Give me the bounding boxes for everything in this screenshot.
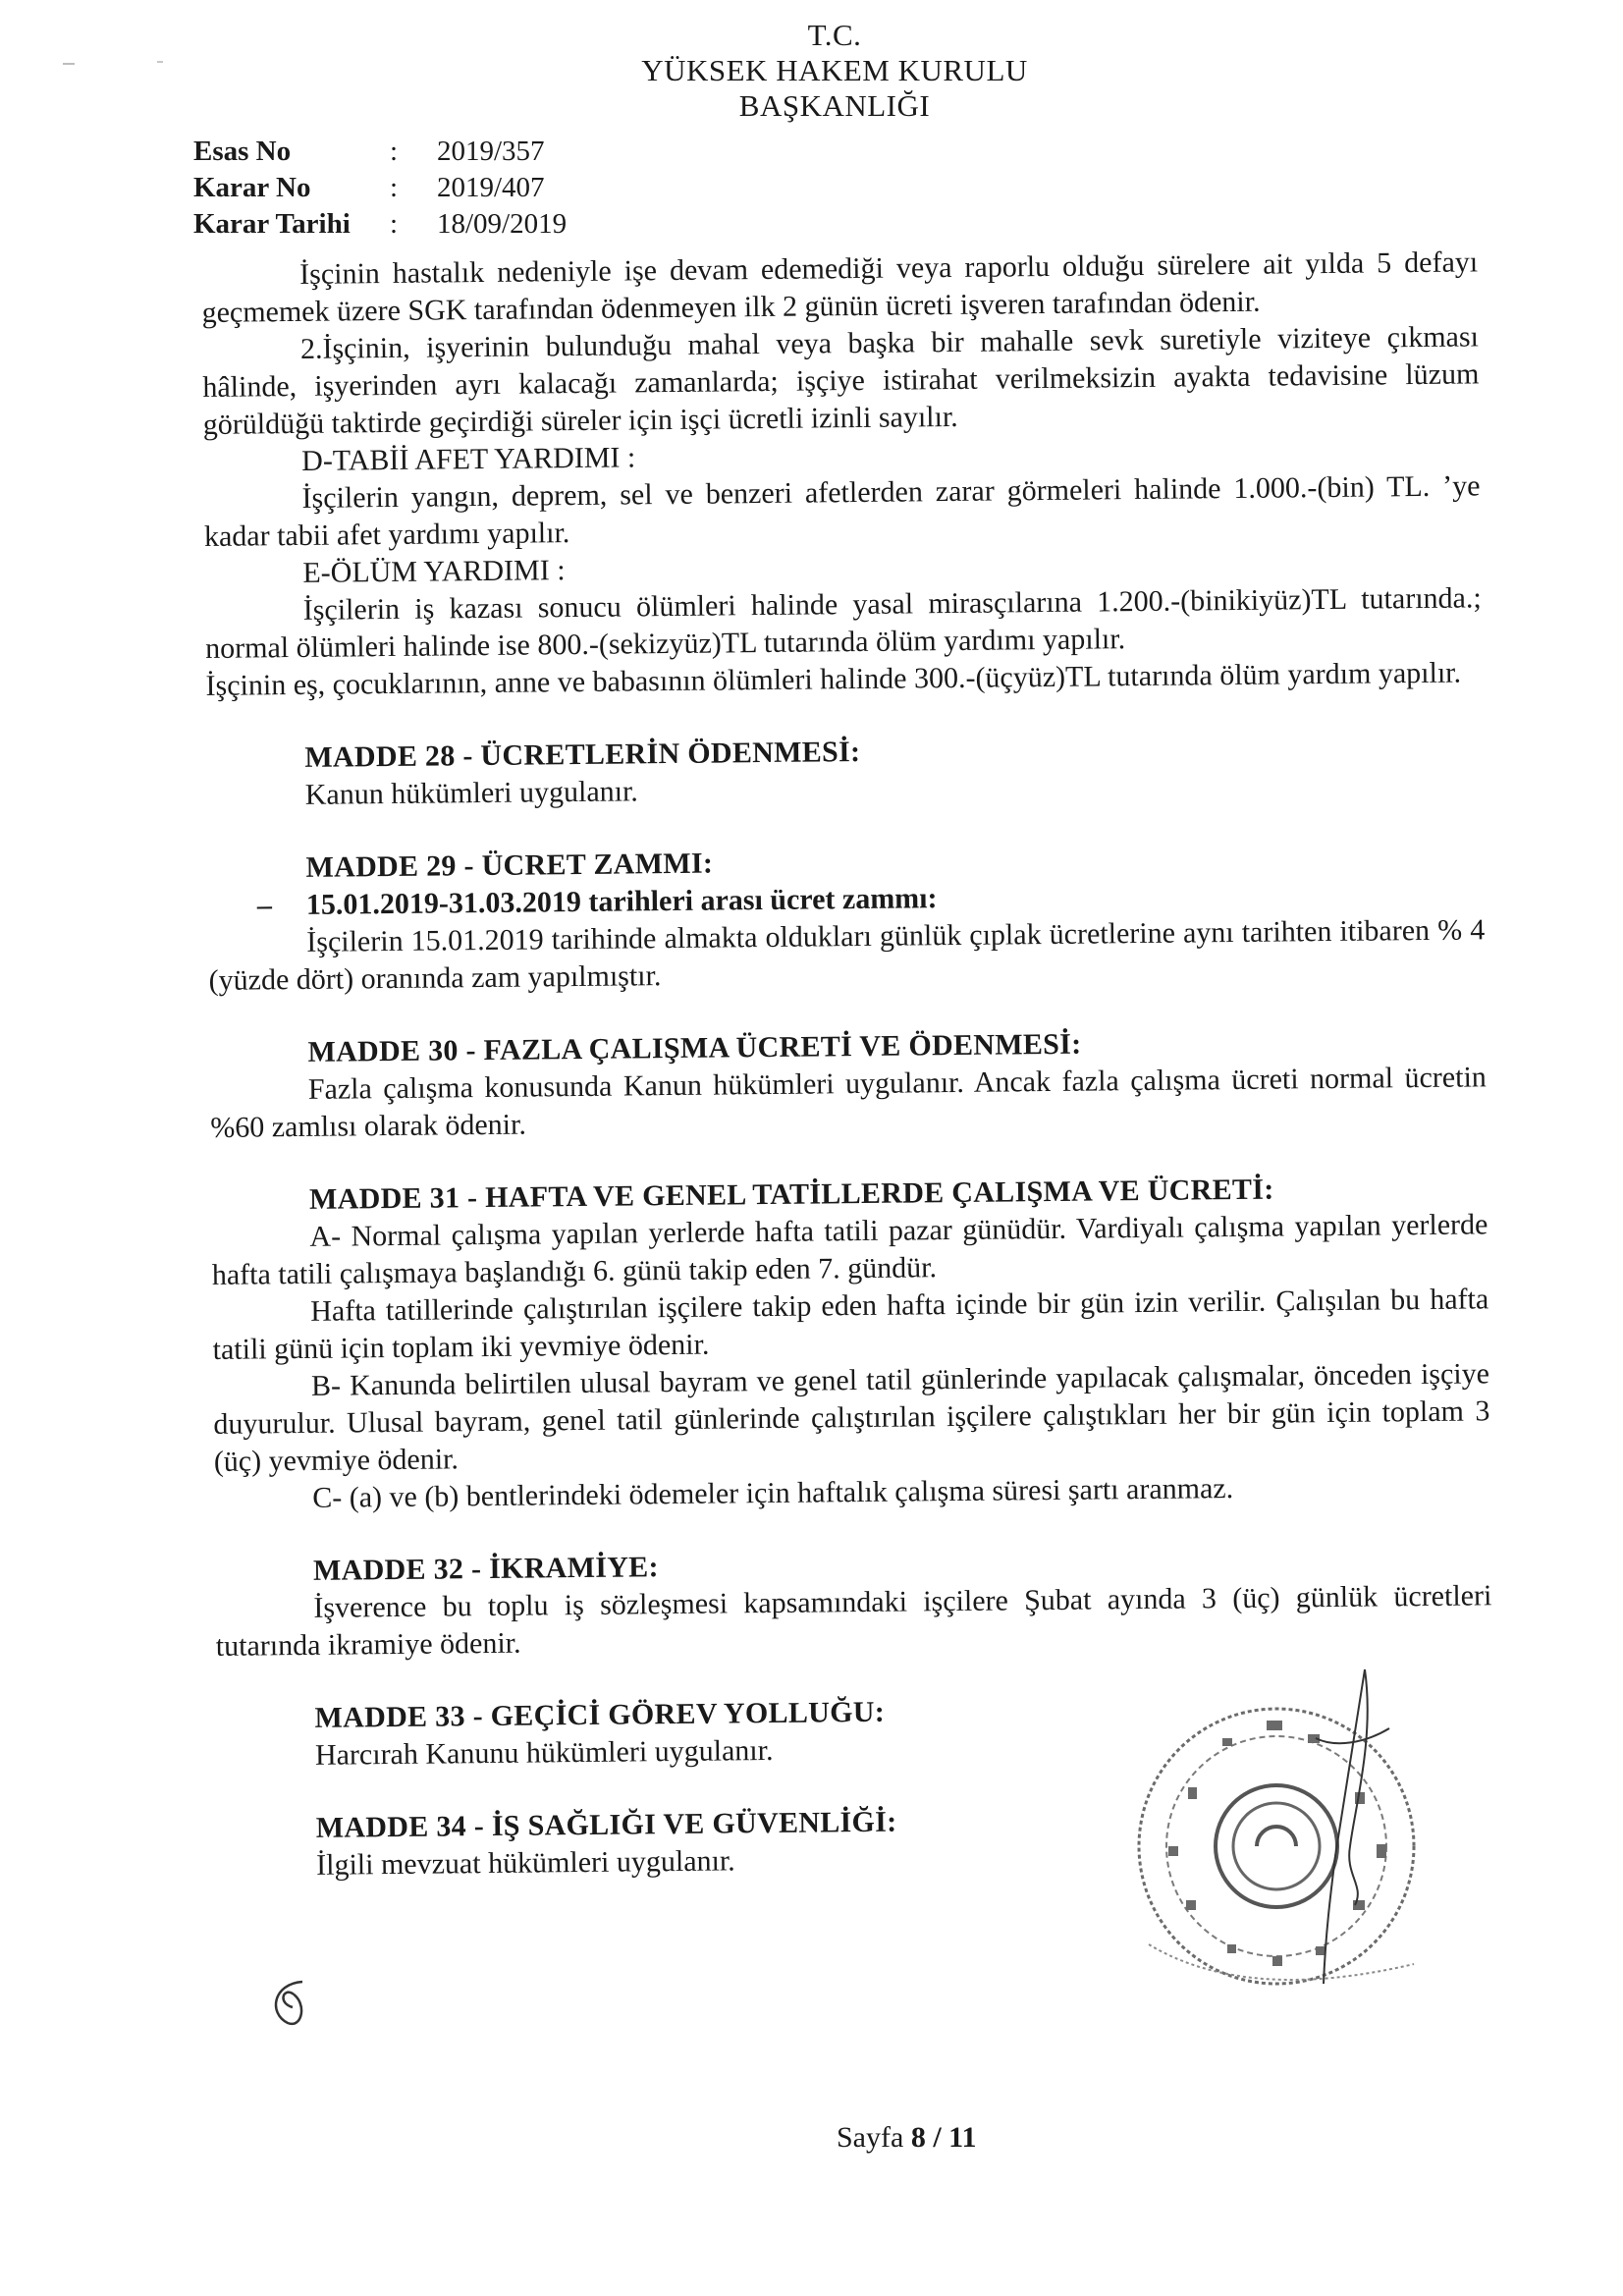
meta-colon: :: [390, 136, 399, 167]
page-footer: [837, 2121, 977, 2155]
article-29-title: MADDE 29 - ÜCRET ZAMMI:: [305, 847, 714, 884]
paragraph-sick-leave: İşçinin hastalık nedeniyle işe devam edemediği veya raporlu olduğu sürelere ait yılda 5 defayı geçmemek üzere SGK tarafından ödenmeyen ilk 2 günün ücreti işveren tarafından ödenir.: [201, 246, 1479, 329]
meta-row-tarih: [193, 206, 567, 243]
article-31-a2: Hafta tatillerinde çalıştırılan işçilere takip eden hafta içinde bir gün izin verilir. Çalışılan bu hafta tatili günü için toplam iki yevmiye ödenir.: [212, 1283, 1489, 1366]
article-34-title: MADDE 34 - İŞ SAĞLIĞI VE GÜVENLİĞİ:: [315, 1805, 897, 1844]
article-33-body: Harcırah Kanunu hükümleri uygulanır.: [314, 1733, 774, 1772]
scan-artifact: [157, 61, 163, 63]
case-meta: [193, 134, 567, 243]
paragraph-visit: 2.İşçinin, işyerinin bulunduğu mahal veya başka bir mahalle sevk suretiyle viziteye çıkması hâlinde, işyerinden ayrı kalacağı zamanlarda; işçiye istirahat verilmeksizin ayakta tedavisine lüzum görüldüğü taktirde geçirdiği süreler için işçi ücretli izinli sayılır.: [202, 320, 1480, 441]
header-line-presidency: BAŞKANLIĞI: [738, 88, 931, 123]
footer-separator: /: [925, 2121, 949, 2154]
article-34-body: İlgili mevzuat hükümleri uygulanır.: [315, 1844, 735, 1882]
document-body: [201, 244, 1494, 1886]
paragraph-death-2: İşçinin eş, çocuklarının, anne ve babasının ölümleri halinde 300.-(üçyüz)TL tutarında ölüm yardım yapılır.: [205, 656, 1462, 702]
dash-bullet: –: [256, 889, 273, 922]
footer-page-number: 8: [910, 2121, 926, 2154]
meta-row-karar: [193, 170, 567, 206]
header-line-institution: YÜKSEK HAKEM KURULU: [641, 53, 1028, 87]
meta-colon: :: [390, 208, 399, 240]
article-32-body: İşverence bu toplu iş sözleşmesi kapsamındaki işçilere Şubat ayında 3 (üç) günlük ücretleri tutarında ikramiye ödenir.: [215, 1579, 1492, 1663]
section-title-death: E-ÖLÜM YARDIMI :: [302, 554, 566, 589]
header-line-tc: T.C.: [807, 18, 862, 52]
article-29-sub-text: 15.01.2019-31.03.2019 tarihleri arası ücret zammı:: [305, 882, 938, 921]
meta-value: 2019/357: [437, 136, 545, 167]
meta-value: 2019/407: [437, 172, 545, 203]
article-28-title: MADDE 28 - ÜCRETLERİN ÖDENMESİ:: [304, 735, 861, 774]
scan-artifact: [63, 63, 75, 65]
meta-row-esas: [193, 134, 567, 170]
meta-label: Karar Tarihi: [193, 208, 351, 240]
article-31-c: C- (a) ve (b) bentlerindeki ödemeler için haftalık çalışma süresi şartı aranmaz.: [312, 1472, 1234, 1514]
article-31-b: B- Kanunda belirtilen ulusal bayram ve genel tatil günlerinde yapılacak çalışmalar, önceden işçiye duyurulur. Ulusal bayram, genel tatil günlerinde çalıştırılan işçilere çalıştıkları her bir gün için toplam 3 (üç) yevmiye ödenir.: [213, 1357, 1490, 1478]
footer-page-total: 11: [948, 2121, 977, 2154]
article-30-title: MADDE 30 - FAZLA ÇALIŞMA ÜCRETİ VE ÖDENMESİ:: [307, 1027, 1082, 1068]
article-29-body: İşçilerin 15.01.2019 tarihinde almakta oldukları günlük çıplak ücretlerine aynı tarihten itibaren % 4 (yüzde dört) oranında zam yapılmıştır.: [208, 913, 1486, 997]
article-31-a: A- Normal çalışma yapılan yerlerde hafta tatili pazar günüdür. Vardiyalı çalışma yapılan yerlerde hafta tatili çalışmaya başlandığı 6. günü takip eden 7. gündür.: [211, 1208, 1488, 1291]
paragraph-disaster: İşçilerin yangın, deprem, sel ve benzeri afetlerden zarar görmeleri halinde 1.000.-(bin) TL. ’ye kadar tabii afet yardımı yapılır.: [203, 469, 1481, 553]
handwritten-signature: [1296, 1650, 1414, 2003]
section-title-disaster: D-TABİİ AFET YARDIMI :: [301, 441, 636, 477]
article-32-title: MADDE 32 - İKRAMİYE:: [312, 1551, 659, 1587]
paragraph-death-1: İşçilerin iş kazası sonucu ölümleri halinde yasal mirasçılarına 1.200.-(binikiyüz)TL tutarında.; normal ölümleri halinde ise 800.-(sekizyüz)TL tutarında ölüm yardımı yapılır.: [205, 581, 1482, 665]
meta-label: Esas No: [193, 136, 292, 167]
article-33-title: MADDE 33 - GEÇİCİ GÖREV YOLLUĞU:: [314, 1695, 886, 1734]
footer-prefix: Sayfa: [837, 2121, 911, 2154]
article-28-body: Kanun hükümleri uygulanır.: [304, 775, 639, 811]
article-31-title: MADDE 31 - HAFTA VE GENEL TATİLLERDE ÇALIŞMA VE ÜCRETİ:: [308, 1173, 1274, 1216]
article-30-body: Fazla çalışma konusunda Kanun hükümleri uygulanır. Ancak fazla çalışma ücreti normal ücretin %60 zamlısı olarak ödenir.: [210, 1061, 1487, 1144]
meta-value: 18/09/2019: [437, 208, 568, 240]
document-header: [589, 18, 1080, 124]
handwritten-initial: [263, 1974, 322, 2033]
meta-label: Karar No: [193, 172, 311, 203]
meta-colon: :: [390, 172, 399, 203]
